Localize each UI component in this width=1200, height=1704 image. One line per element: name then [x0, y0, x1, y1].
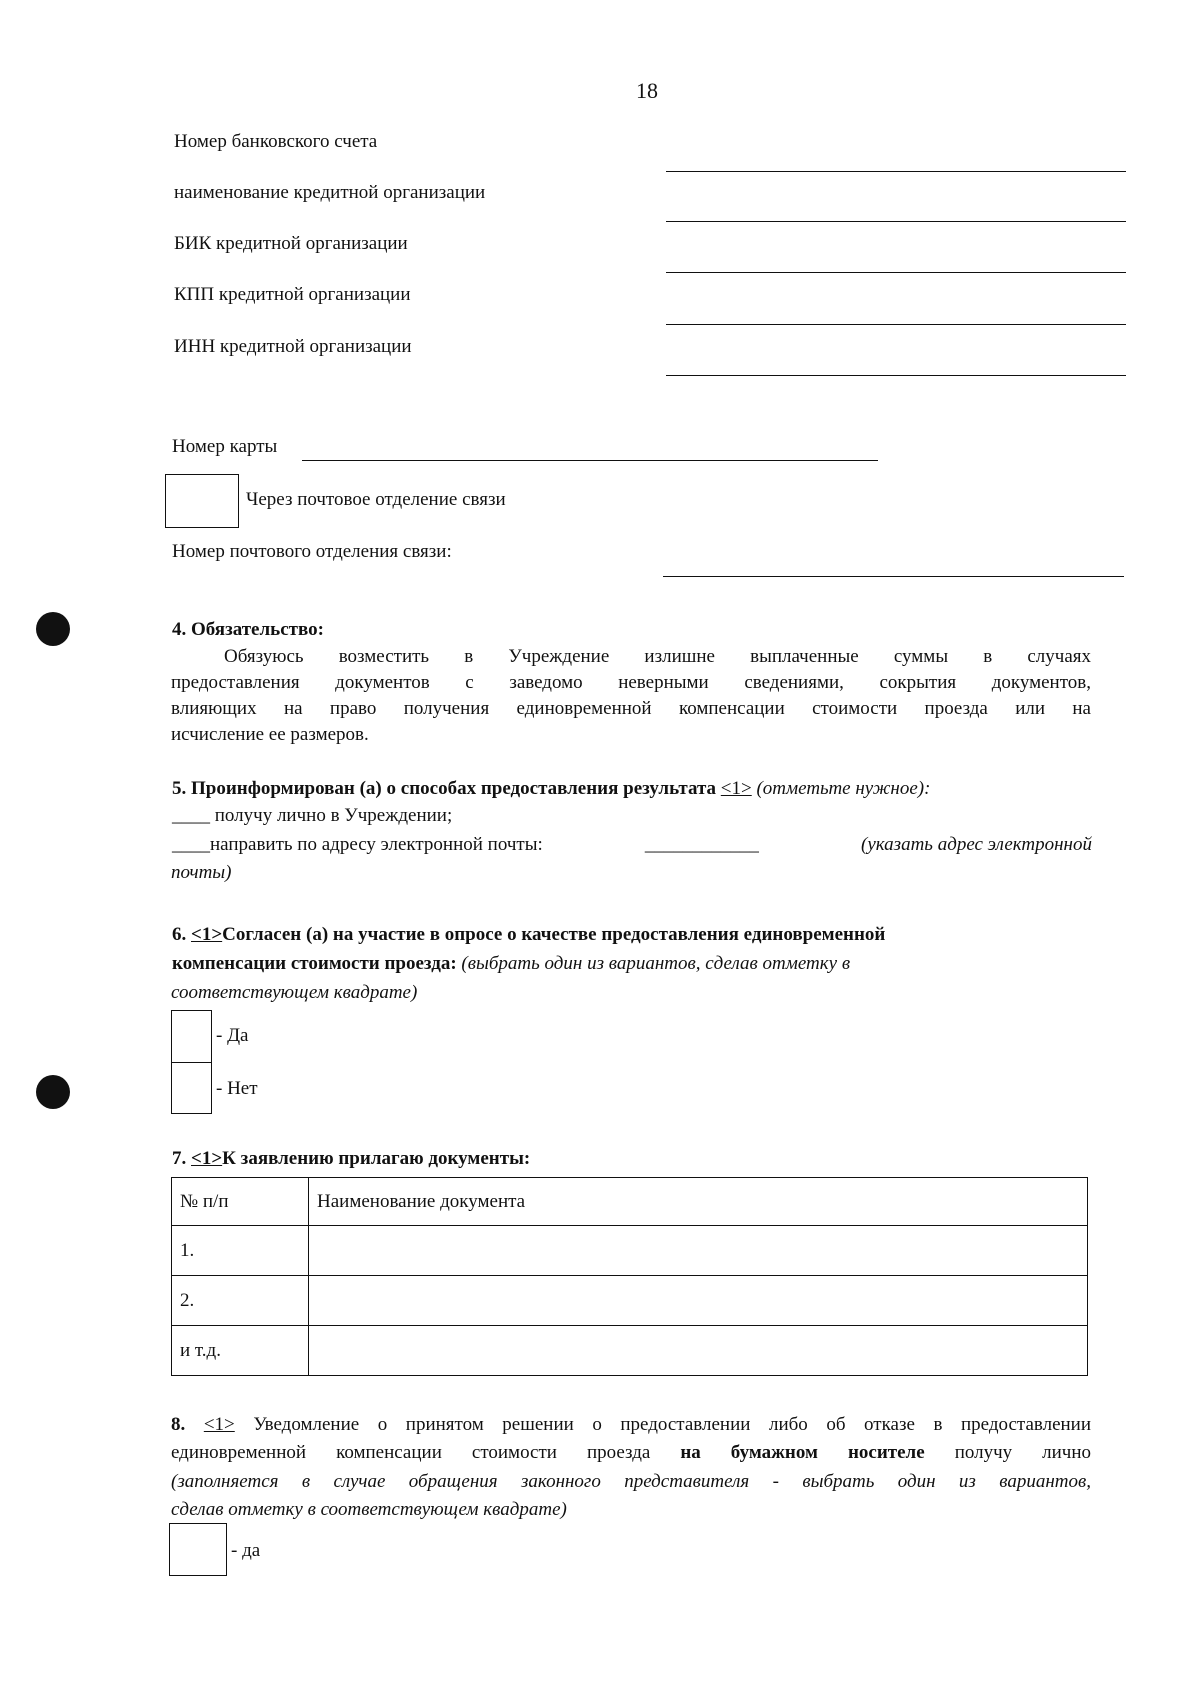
field-card-number[interactable]: [302, 460, 878, 461]
section5-option2: [172, 834, 1092, 856]
table-cell-document[interactable]: [309, 1276, 1088, 1326]
label-survey-yes: - Да: [216, 1025, 249, 1046]
table-header-number: № п/п: [172, 1178, 309, 1226]
label-kpp: КПП кредитной организации: [174, 284, 411, 305]
section6-ref: <1>: [191, 924, 223, 945]
checkbox-survey-no[interactable]: [171, 1062, 212, 1114]
section5-option1-text: получу лично в Учреждении;: [214, 805, 453, 826]
section8-line2-prefix: единовременной компенсации стоимости проезда: [171, 1442, 651, 1463]
section7-number: 7.: [172, 1148, 187, 1169]
table-row: [172, 1276, 1088, 1326]
section8-line1-text: Уведомление о принятом решении о предоставлении либо об отказе в предоставлении: [253, 1414, 1092, 1435]
table-cell-number: 2.: [172, 1276, 309, 1326]
label-bik: БИК кредитной организации: [174, 233, 408, 254]
label-card-number: Номер карты: [172, 436, 278, 457]
checkbox-survey-yes[interactable]: [171, 1010, 212, 1063]
field-kpp[interactable]: [666, 324, 1126, 325]
section4-title: 4. Обязательство:: [172, 619, 324, 640]
section5-email-field[interactable]: ____________: [644, 834, 759, 855]
section6-title-text2: компенсации стоимости проезда:: [172, 953, 457, 974]
section6-hint-cont: соответствующем квадрате): [171, 982, 418, 1003]
section5-hint: (отметьте нужное):: [756, 778, 931, 799]
section5-option2-hint-cont: почты): [171, 862, 232, 883]
table-cell-document[interactable]: [309, 1326, 1088, 1376]
label-inn: ИНН кредитной организации: [174, 336, 412, 357]
section5-title: [172, 778, 930, 800]
section8-line2: [171, 1442, 1091, 1464]
section7-title-text: К заявлению прилагаю документы:: [222, 1148, 531, 1169]
section6-title-text: Согласен (а) на участие в опросе о качестве предоставления единовременной: [222, 924, 886, 945]
section8-line1: [171, 1414, 1091, 1436]
section8-hint-line2: сделав отметку в соответствующем квадрате): [171, 1499, 567, 1520]
section5-option2-hint: (указать адрес электронной: [861, 834, 1092, 855]
table-cell-document[interactable]: [309, 1226, 1088, 1276]
section7-ref: <1>: [191, 1148, 223, 1169]
field-account-number[interactable]: [666, 171, 1126, 172]
section4-text-line2: предоставления документов с заведомо неверными сведениями, сокрытия документов,: [171, 672, 1091, 693]
section4-text-line4: исчисление ее размеров.: [171, 724, 369, 745]
section6-title-line1: [172, 924, 885, 946]
section4-text-line3: влияющих на право получения единовременной компенсации стоимости проезда или на: [171, 698, 1091, 719]
table-header-document: Наименование документа: [309, 1178, 1088, 1226]
field-post-office-number[interactable]: [663, 576, 1124, 577]
checkbox-post-office[interactable]: [165, 474, 239, 528]
table-row: [172, 1226, 1088, 1276]
section8-number: 8.: [171, 1414, 186, 1435]
section6-hint: (выбрать один из вариантов, сделав отметку в: [461, 953, 851, 974]
section5-option2-text: [172, 834, 543, 856]
table-row: [172, 1326, 1088, 1376]
table-cell-number: 1.: [172, 1226, 309, 1276]
table-cell-number: и т.д.: [172, 1326, 309, 1376]
section6-number: 6.: [172, 924, 187, 945]
page-number: 18: [636, 78, 658, 103]
field-bik[interactable]: [666, 272, 1126, 273]
table-header-row: [172, 1178, 1088, 1226]
section5-ref: <1>: [720, 778, 752, 799]
label-paper-notice-yes: - да: [231, 1540, 261, 1561]
punch-hole-bottom: [36, 1075, 70, 1109]
section4-text-line1: Обязуюсь возместить в Учреждение излишне выплаченные суммы в случаях: [224, 646, 1091, 667]
field-credit-org-name[interactable]: [666, 221, 1126, 222]
section5-option2-blank[interactable]: ____: [172, 834, 210, 855]
label-post-office-number: Номер почтового отделения связи:: [172, 541, 452, 562]
section5-option1-blank[interactable]: ____: [172, 805, 210, 826]
checkbox-paper-notice[interactable]: [169, 1523, 227, 1576]
label-post-office-option: Через почтовое отделение связи: [246, 489, 506, 510]
documents-table: [171, 1177, 1088, 1376]
section8-line2-bold: на бумажном носителе: [680, 1442, 925, 1463]
label-credit-org-name: наименование кредитной организации: [174, 182, 486, 203]
section6-title-line2: [172, 953, 850, 975]
section8-ref: <1>: [203, 1414, 235, 1435]
section5-option2-label: направить по адресу электронной почты:: [210, 834, 543, 855]
label-survey-no: - Нет: [216, 1078, 258, 1099]
section7-title: [172, 1148, 530, 1170]
label-account-number: Номер банковского счета: [174, 131, 378, 152]
field-inn[interactable]: [666, 375, 1126, 376]
section5-title-text: 5. Проинформирован (а) о способах предоставления результата: [172, 778, 717, 799]
section8-line2-suffix: получу лично: [954, 1442, 1092, 1463]
section5-option1: [172, 805, 452, 827]
section8-hint-line1: (заполняется в случае обращения законного представителя - выбрать один из вариантов,: [171, 1471, 1091, 1492]
punch-hole-top: [36, 612, 70, 646]
